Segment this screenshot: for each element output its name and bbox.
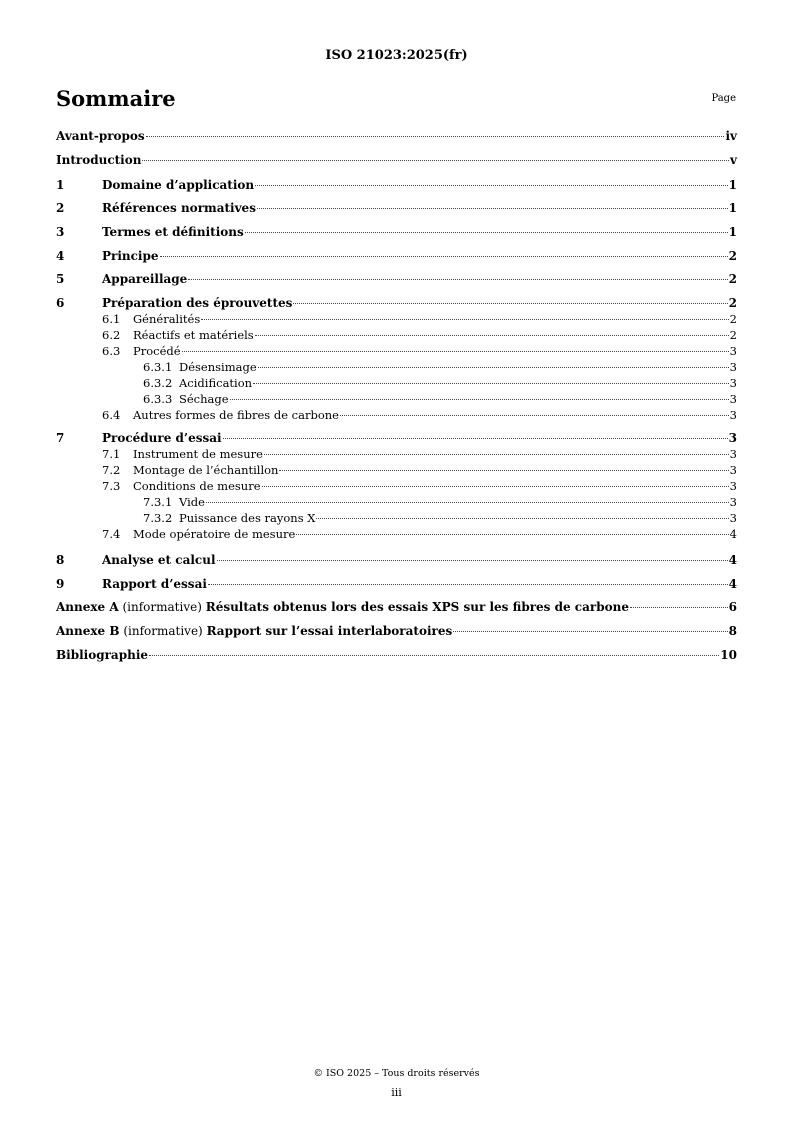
leader-dots [201,319,728,320]
toc-entry-number: 4 [56,249,65,263]
toc-entry-label: Bibliographie [56,648,149,662]
toc-entry-page: 1 [728,201,737,215]
toc-entry-5[interactable] [56,271,737,287]
toc-entry-number: 2 [56,201,65,215]
toc-entry-7-1[interactable] [56,446,737,462]
toc-entry-page: 2 [729,328,737,342]
toc-entry-number: 7.3.2 [143,511,173,525]
toc-entry-label: Acidification [179,376,253,390]
leader-dots [142,160,729,161]
toc-entry-label: Instrument de mesure [133,447,263,461]
annex-type: (informative) [119,624,207,638]
toc-entry-page: 2 [728,272,737,286]
toc-entry-label: Procédé [133,344,181,358]
toc-entry-page: 3 [729,344,737,358]
toc-entry-6-2[interactable] [56,327,737,343]
leader-dots [340,415,729,416]
toc-entry-number: 7 [56,431,65,445]
leader-dots [255,335,729,336]
toc-entry-7-3-2[interactable] [56,510,737,526]
toc-entry-number: 5 [56,272,65,286]
toc-entry-6-1[interactable] [56,311,737,327]
leader-dots [217,560,728,561]
toc-entry-6-4[interactable] [56,407,737,423]
toc-entry-number: 6.3.3 [143,392,173,406]
toc-entry-label: Introduction [56,153,142,167]
leader-dots [255,185,728,186]
toc-entry-label: Vide [179,495,205,509]
annex-type: (informative) [118,600,206,614]
toc-entry-6-3[interactable] [56,343,737,359]
leader-dots [296,534,728,535]
toc-entry-number: 7.1 [102,447,121,461]
toc-entry-6-3-2[interactable] [56,375,737,391]
toc-entry-number: 6.3.2 [143,376,173,390]
toc-entry-7[interactable] [56,430,737,446]
leader-dots [188,279,727,280]
toc-entry-page: 4 [728,553,737,567]
toc-entry-page: 1 [728,178,737,192]
toc-entry-number: 7.3.1 [143,495,173,509]
toc-entry-7-4[interactable] [56,526,737,542]
toc-entry-label: Procédure d’essai [102,431,222,445]
toc-entry-number: 7.3 [102,479,121,493]
toc-entry-page: 3 [729,495,737,509]
toc-entry-label: Analyse et calcul [102,553,216,567]
annex-prefix: Annexe A [56,600,119,614]
leader-dots [149,655,719,656]
toc-entry-page: v [730,153,737,167]
toc-entry-page: 6 [728,600,737,614]
toc-entry-7-2[interactable] [56,462,737,478]
toc-entry-label: Domaine d’application [102,178,255,192]
toc-entry-number: 7.4 [102,527,121,541]
toc-entry-label: Désensimage [179,360,257,374]
toc-entry-page: 1 [728,225,737,239]
toc-entry-page: 2 [728,296,737,310]
toc-entry-number: 8 [56,553,65,567]
toc-entry-number: 6.2 [102,328,121,342]
toc-entry-label: Appareillage [102,272,188,286]
toc-entry-page: iv [725,129,737,143]
toc-entry-7-3-1[interactable] [56,494,737,510]
leader-dots [293,303,727,304]
toc-entry-6-3-1[interactable] [56,359,737,375]
toc-entry-page: 3 [729,376,737,390]
annex-title: Résultats obtenus lors des essais XPS sur les fibres de carbone [205,600,629,614]
toc-entry-page: 3 [729,447,737,461]
leader-dots [262,486,729,487]
leader-dots [316,518,728,519]
toc-entry-6[interactable] [56,295,737,311]
toc-entry-3[interactable] [56,224,737,240]
toc-entry-8[interactable] [56,552,737,568]
toc-entry-number: 1 [56,178,65,192]
leader-dots [182,351,729,352]
toc-entry-label: Puissance des rayons X [179,511,316,525]
toc-entry-label: Références normatives [102,201,256,215]
toc-entry-label [56,623,452,639]
toc-entry-label: Conditions de mesure [133,479,261,493]
leader-dots [257,208,728,209]
toc-entry-number: 6 [56,296,65,310]
toc-entry-label: Rapport d’essai [102,577,207,591]
annex-prefix: Annexe B [56,624,120,638]
toc-entry-page: 8 [728,624,737,638]
footer-copyright: © ISO 2025 – Tous droits réservés [313,1068,480,1079]
leader-dots [208,584,728,585]
toc-entry-page: 3 [728,431,737,445]
toc-entry-label: Autres formes de fibres de carbone [133,408,339,422]
toc-entry-label [56,599,629,615]
toc-entry-number: 7.2 [102,463,121,477]
toc-title: Sommaire [56,86,176,111]
toc-entry-label: Réactifs et matériels [133,328,254,342]
toc-entry-page: 2 [728,249,737,263]
toc-entry-label: Principe [102,249,159,263]
leader-dots [146,136,725,137]
leader-dots [630,607,728,608]
toc-entry-9[interactable] [56,576,737,592]
toc-entry-bibliographie[interactable] [56,647,737,663]
leader-dots [453,631,727,632]
toc-entry-label: Termes et définitions [102,225,244,239]
toc-page-label: Page [711,93,736,104]
toc-entry-label: Avant-propos [56,129,145,143]
toc-entry-4[interactable] [56,248,737,264]
toc-entry-7-3[interactable] [56,478,737,494]
leader-dots [245,232,728,233]
toc-entry-number: 3 [56,225,65,239]
toc-entry-annexe-a[interactable] [56,599,737,615]
toc-entry-page: 3 [729,408,737,422]
leader-dots [279,470,728,471]
leader-dots [258,367,729,368]
toc-entry-number: 6.3.1 [143,360,173,374]
toc-entry-6-3-3[interactable] [56,391,737,407]
toc-entry-number: 6.4 [102,408,121,422]
toc-entry-label: Préparation des éprouvettes [102,296,293,310]
toc-entry-2[interactable] [56,200,737,216]
leader-dots [230,399,729,400]
toc-entry-page: 4 [728,577,737,591]
toc-entry-page: 4 [729,527,737,541]
leader-dots [264,454,729,455]
toc-entry-annexe-b[interactable] [56,623,737,639]
toc-entry-page: 3 [729,511,737,525]
toc-entry-label: Généralités [133,312,201,326]
toc-entry-page: 10 [720,648,737,662]
leader-dots [206,502,729,503]
toc-entry-page: 3 [729,392,737,406]
leader-dots [160,256,728,257]
leader-dots [223,438,728,439]
toc-entry-label: Mode opératoire de mesure [133,527,296,541]
toc-entry-page: 3 [729,463,737,477]
toc-entry-introduction[interactable] [56,152,737,168]
toc-entry-avant-propos[interactable] [56,128,737,144]
toc-entry-label: Montage de l’échantillon [133,463,279,477]
toc-entry-label: Séchage [179,392,229,406]
toc-entry-1[interactable] [56,177,737,193]
toc-entry-page: 3 [729,360,737,374]
leader-dots [253,383,729,384]
footer-page-number: iii [391,1086,402,1099]
toc-entry-page: 2 [729,312,737,326]
toc-entry-number: 6.3 [102,344,121,358]
toc-entry-number: 9 [56,577,65,591]
document-id: ISO 21023:2025(fr) [325,48,468,63]
toc-entry-page: 3 [729,479,737,493]
toc-entry-number: 6.1 [102,312,121,326]
annex-title: Rapport sur l’essai interlaboratoires [206,624,453,638]
